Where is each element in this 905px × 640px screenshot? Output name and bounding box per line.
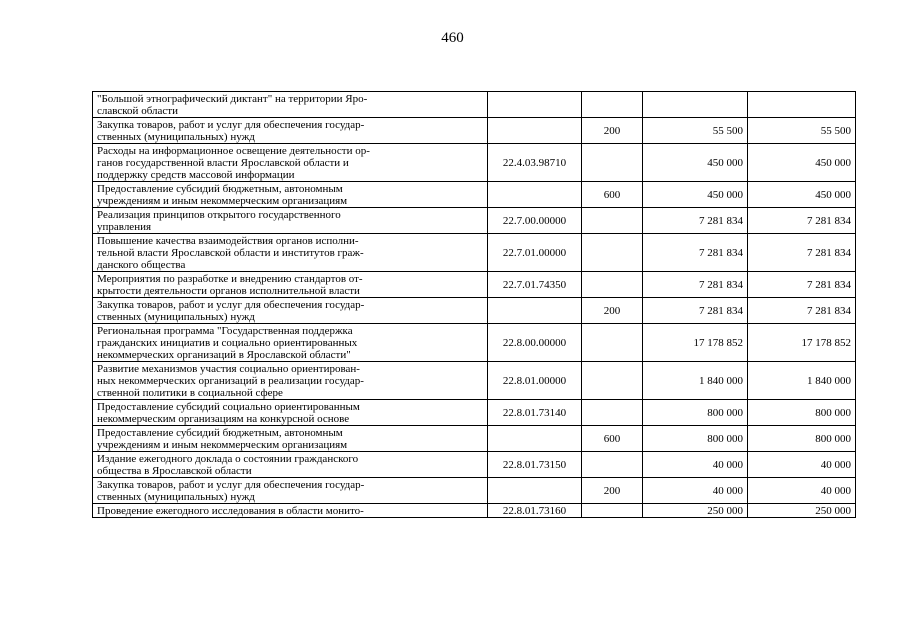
row-expense-type-cell: 600: [582, 182, 643, 208]
table-row: [93, 426, 856, 452]
row-name-cell: [93, 182, 488, 208]
row-amount-1-cell: 800 000: [643, 400, 748, 426]
row-code-cell: 22.4.03.98710: [488, 144, 582, 182]
table-row: [93, 504, 856, 518]
row-amount-2-cell: 7 281 834: [748, 272, 856, 298]
row-name-line: поддержку средств массовой информации: [97, 169, 295, 181]
row-amount-2-cell: 55 500: [748, 118, 856, 144]
table-row: [93, 92, 856, 118]
row-code-cell: [488, 118, 582, 144]
row-amount-2-cell: 1 840 000: [748, 362, 856, 400]
row-amount-2-cell: 250 000: [748, 504, 856, 518]
row-expense-type-cell: 200: [582, 118, 643, 144]
row-name-line: Расходы на информационное освещение деятельности ор-: [97, 145, 370, 157]
row-expense-type-cell: [582, 504, 643, 518]
row-amount-1-cell: 7 281 834: [643, 234, 748, 272]
row-amount-1-cell: 7 281 834: [643, 298, 748, 324]
budget-table-body: [93, 92, 856, 518]
row-name-line: общества в Ярославской области: [97, 465, 252, 477]
row-name-cell: [93, 272, 488, 298]
row-name-cell: [93, 144, 488, 182]
page-number: 460: [441, 30, 464, 46]
row-name-line: учреждениям и иным некоммерческим организациям: [97, 195, 348, 207]
row-name-line: Предоставление субсидий социально ориентированным: [97, 401, 360, 413]
row-name-cell: [93, 504, 488, 518]
row-name-line: тельной власти Ярославской области и институтов граж-: [97, 247, 364, 259]
table-row: [93, 118, 856, 144]
row-code-cell: [488, 426, 582, 452]
row-code-cell: 22.7.00.00000: [488, 208, 582, 234]
row-name-line: управления: [97, 221, 152, 233]
row-name-line: Издание ежегодного доклада о состоянии гражданского: [97, 453, 359, 465]
table-row: [93, 182, 856, 208]
row-expense-type-cell: [582, 92, 643, 118]
row-amount-2-cell: 40 000: [748, 452, 856, 478]
row-code-cell: [488, 92, 582, 118]
row-amount-1-cell: 1 840 000: [643, 362, 748, 400]
row-code-cell: 22.8.01.73140: [488, 400, 582, 426]
row-amount-2-cell: 40 000: [748, 478, 856, 504]
row-name-line: Закупка товаров, работ и услуг для обеспечения государ-: [97, 299, 365, 311]
row-name-line: ственных (муниципальных) нужд: [97, 491, 255, 503]
table-row: [93, 452, 856, 478]
row-amount-2-cell: 17 178 852: [748, 324, 856, 362]
row-name-line: Предоставление субсидий бюджетным, автономным: [97, 427, 343, 439]
row-name-cell: [93, 234, 488, 272]
row-name-line: ных некоммерческих организаций в реализации государ-: [97, 375, 364, 387]
row-name-cell: [93, 478, 488, 504]
table-row: [93, 362, 856, 400]
row-name-cell: [93, 298, 488, 324]
row-name-line: славской области: [97, 105, 178, 117]
row-amount-2-cell: 800 000: [748, 426, 856, 452]
row-amount-1-cell: 40 000: [643, 478, 748, 504]
row-amount-2-cell: [748, 92, 856, 118]
table-row: [93, 478, 856, 504]
row-amount-2-cell: 450 000: [748, 182, 856, 208]
row-code-cell: [488, 478, 582, 504]
row-name-line: Закупка товаров, работ и услуг для обеспечения государ-: [97, 479, 365, 491]
row-name-line: "Большой этнографический диктант" на территории Яро-: [97, 93, 368, 105]
row-name-line: Закупка товаров, работ и услуг для обеспечения государ-: [97, 119, 365, 131]
row-expense-type-cell: 200: [582, 478, 643, 504]
row-expense-type-cell: [582, 400, 643, 426]
row-amount-2-cell: 800 000: [748, 400, 856, 426]
table-row: [93, 208, 856, 234]
row-name-line: некоммерческих организаций в Ярославской области": [97, 349, 351, 361]
row-name-cell: [93, 118, 488, 144]
row-name-cell: [93, 426, 488, 452]
table-row: [93, 144, 856, 182]
row-expense-type-cell: [582, 452, 643, 478]
row-name-line: Повышение качества взаимодействия органов исполни-: [97, 235, 359, 247]
row-name-line: некоммерческим организациям на конкурсной основе: [97, 413, 350, 425]
row-code-cell: [488, 182, 582, 208]
table-row: [93, 400, 856, 426]
row-code-cell: 22.8.00.00000: [488, 324, 582, 362]
row-name-line: крытости деятельности органов исполнительной власти: [97, 285, 360, 297]
row-amount-2-cell: 7 281 834: [748, 298, 856, 324]
row-expense-type-cell: [582, 144, 643, 182]
row-name-cell: [93, 208, 488, 234]
table-row: [93, 298, 856, 324]
row-name-line: Региональная программа "Государственная поддержка: [97, 325, 353, 337]
row-amount-2-cell: 7 281 834: [748, 208, 856, 234]
row-code-cell: 22.7.01.00000: [488, 234, 582, 272]
table-row: [93, 272, 856, 298]
row-expense-type-cell: 200: [582, 298, 643, 324]
row-name-line: Развитие механизмов участия социально ориентирован-: [97, 363, 360, 375]
row-amount-1-cell: 250 000: [643, 504, 748, 518]
row-amount-2-cell: 450 000: [748, 144, 856, 182]
row-amount-1-cell: 40 000: [643, 452, 748, 478]
row-name-line: Проведение ежегодного исследования в области монито-: [97, 505, 364, 517]
row-expense-type-cell: [582, 362, 643, 400]
row-amount-2-cell: 7 281 834: [748, 234, 856, 272]
row-amount-1-cell: [643, 92, 748, 118]
row-expense-type-cell: [582, 272, 643, 298]
row-amount-1-cell: 450 000: [643, 144, 748, 182]
table-row: [93, 234, 856, 272]
row-code-cell: 22.8.01.00000: [488, 362, 582, 400]
row-name-line: Мероприятия по разработке и внедрению стандартов от-: [97, 273, 363, 285]
row-name-line: данского общества: [97, 259, 186, 271]
row-name-cell: [93, 362, 488, 400]
row-name-cell: [93, 324, 488, 362]
row-name-line: ственной политики в социальной сфере: [97, 387, 283, 399]
row-name-line: ственных (муниципальных) нужд: [97, 311, 255, 323]
row-expense-type-cell: [582, 324, 643, 362]
row-amount-1-cell: 55 500: [643, 118, 748, 144]
row-code-cell: 22.8.01.73160: [488, 504, 582, 518]
row-amount-1-cell: 450 000: [643, 182, 748, 208]
row-code-cell: [488, 298, 582, 324]
row-expense-type-cell: [582, 234, 643, 272]
row-name-cell: [93, 92, 488, 118]
row-amount-1-cell: 17 178 852: [643, 324, 748, 362]
row-name-line: гражданских инициатив и социально ориентированных: [97, 337, 358, 349]
row-expense-type-cell: [582, 208, 643, 234]
row-name-line: учреждениям и иным некоммерческим организациям: [97, 439, 348, 451]
row-name-line: Реализация принципов открытого государственного: [97, 209, 341, 221]
row-code-cell: 22.8.01.73150: [488, 452, 582, 478]
row-name-line: ственных (муниципальных) нужд: [97, 131, 255, 143]
row-name-line: Предоставление субсидий бюджетным, автономным: [97, 183, 343, 195]
row-name-cell: [93, 400, 488, 426]
budget-table: [92, 91, 856, 518]
row-amount-1-cell: 7 281 834: [643, 208, 748, 234]
row-name-line: ганов государственной власти Ярославской области и: [97, 157, 349, 169]
row-name-cell: [93, 452, 488, 478]
row-expense-type-cell: 600: [582, 426, 643, 452]
table-row: [93, 324, 856, 362]
row-code-cell: 22.7.01.74350: [488, 272, 582, 298]
row-amount-1-cell: 7 281 834: [643, 272, 748, 298]
row-amount-1-cell: 800 000: [643, 426, 748, 452]
